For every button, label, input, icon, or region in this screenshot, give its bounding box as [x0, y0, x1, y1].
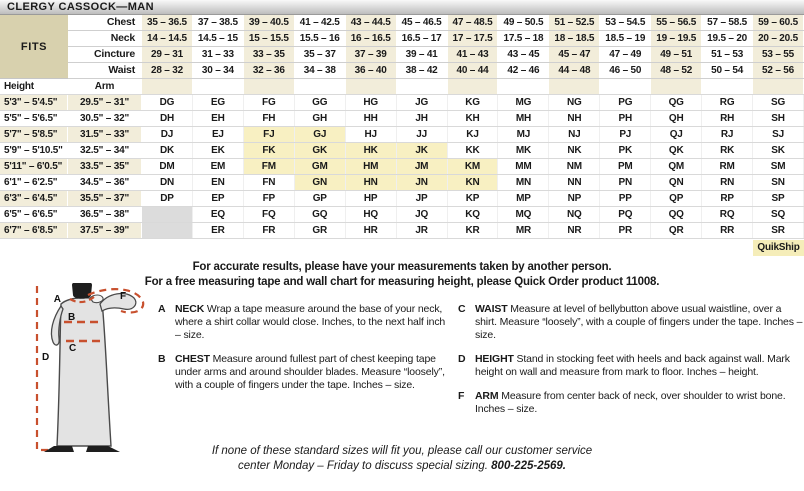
size-code-cell: NP — [549, 191, 600, 206]
instruction-term: NECK — [175, 303, 205, 315]
height-column-header: Height — [0, 79, 68, 94]
size-code-cell: EJ — [193, 127, 244, 142]
size-table — [0, 15, 804, 256]
fit-value-cell: 20 – 20.5 — [753, 31, 804, 46]
fit-row — [68, 31, 804, 47]
size-code-cell: FR — [244, 223, 295, 238]
size-code-cell: FJ — [244, 127, 295, 142]
fit-value-cell: 53 – 54.5 — [600, 15, 651, 30]
size-code-cell: RG — [702, 95, 753, 110]
size-code-cell: FK — [244, 143, 295, 158]
size-code-cell: GJ — [295, 127, 346, 142]
size-code-cell: HM — [346, 159, 397, 174]
size-code-cell: EM — [193, 159, 244, 174]
size-code-cell: PM — [600, 159, 651, 174]
figure-label-f: F — [120, 291, 127, 302]
height-range-cell: 6'5" – 6'6.5" — [0, 207, 68, 222]
size-code-cell: MJ — [498, 127, 549, 142]
arm-range-cell: 29.5" – 31" — [68, 95, 142, 110]
note-line-2: For a free measuring tape and wall chart for measuring height, please Quick Order product 11008. — [144, 276, 660, 288]
size-code-cell: HP — [346, 191, 397, 206]
fit-row-label: Cincture — [68, 47, 142, 62]
header-spacer-cell — [702, 79, 753, 94]
size-code-cell: EG — [193, 95, 244, 110]
footer-line-2: center Monday – Friday to discuss special sizing. 800-225-2569. — [238, 460, 566, 472]
arm-range-cell: 35.5" – 37" — [68, 191, 142, 206]
special-sizing-footer — [0, 444, 804, 474]
fit-value-cell: 18 – 18.5 — [549, 31, 600, 46]
table-row — [0, 175, 804, 191]
height-arm-header-row — [0, 79, 804, 95]
header-spacer-cell — [549, 79, 600, 94]
size-code-cell: JR — [397, 223, 448, 238]
header-spacer-cell — [651, 79, 702, 94]
size-code-cell: KQ — [448, 207, 499, 222]
instruction-body: Stand in stocking feet with heels and back against wall. Mark height on wall and measure from mark to floor. Inches – height. — [475, 353, 790, 378]
size-code-cell: NG — [549, 95, 600, 110]
height-range-cell: 5'3" – 5'4.5" — [0, 95, 68, 110]
cassock-raised-arm — [100, 293, 136, 311]
instruction-text — [475, 353, 804, 379]
size-code-cell: MH — [498, 111, 549, 126]
size-code-cell: DK — [142, 143, 193, 158]
figure-label-b: B — [68, 312, 76, 323]
size-code-cell: HK — [346, 143, 397, 158]
instruction-item — [458, 353, 804, 379]
arm-range-cell: 34.5" – 36" — [68, 175, 142, 190]
instruction-term: ARM — [475, 390, 499, 402]
fit-value-cell: 42 – 46 — [498, 63, 549, 78]
size-code-cell: GQ — [295, 207, 346, 222]
arm-range-cell: 33.5" – 35" — [68, 159, 142, 174]
fit-value-cell: 55 – 56.5 — [651, 15, 702, 30]
size-code-cell: GR — [295, 223, 346, 238]
fits-label: FITS — [0, 15, 68, 79]
size-code-cell: RK — [702, 143, 753, 158]
size-code-cell: KH — [448, 111, 499, 126]
instruction-item — [158, 303, 452, 342]
figure-label-c: C — [69, 343, 77, 354]
fit-value-cell: 40 – 44 — [448, 63, 499, 78]
size-code-cell: QG — [651, 95, 702, 110]
fit-value-cell: 19.5 – 20 — [702, 31, 753, 46]
size-code-cell: JH — [397, 111, 448, 126]
size-code-cell: QP — [651, 191, 702, 206]
header-spacer-cell — [448, 79, 499, 94]
header-spacer-cell — [753, 79, 804, 94]
size-code-cell: HG — [346, 95, 397, 110]
size-code-cell: JK — [397, 143, 448, 158]
size-code-cell: FH — [244, 111, 295, 126]
fit-value-cell: 57 – 58.5 — [702, 15, 753, 30]
size-code-cell: SH — [753, 111, 804, 126]
height-range-cell: 6'7" – 6'8.5" — [0, 223, 68, 238]
fit-row-label: Waist — [68, 63, 142, 78]
size-code-cell: FP — [244, 191, 295, 206]
fit-value-cell: 49 – 50.5 — [498, 15, 549, 30]
fit-value-cell: 47 – 49 — [600, 47, 651, 62]
size-code-cell: DN — [142, 175, 193, 190]
fit-value-cell: 29 – 31 — [142, 47, 193, 62]
measurement-figure — [28, 283, 164, 463]
header-spacer-cell — [600, 79, 651, 94]
fit-value-cell: 53 – 55 — [753, 47, 804, 62]
table-row — [0, 95, 804, 111]
quikship-row — [0, 240, 804, 256]
size-code-cell: QJ — [651, 127, 702, 142]
size-code-cell: NR — [549, 223, 600, 238]
fit-value-cell: 51 – 52.5 — [549, 15, 600, 30]
instruction-text — [475, 390, 804, 416]
size-code-cell: GH — [295, 111, 346, 126]
fit-row — [68, 47, 804, 63]
size-code-cell: PJ — [600, 127, 651, 142]
fit-value-cell: 47 – 48.5 — [448, 15, 499, 30]
fit-value-cell: 33 – 35 — [244, 47, 295, 62]
size-code-cell: JM — [397, 159, 448, 174]
size-code-cell: GG — [295, 95, 346, 110]
height-range-cell: 6'3" – 6'4.5" — [0, 191, 68, 206]
size-code-cell: PP — [600, 191, 651, 206]
instructions-right-column — [458, 303, 804, 427]
size-code-cell: DP — [142, 191, 193, 206]
size-code-cell: PQ — [600, 207, 651, 222]
size-code-cell: EP — [193, 191, 244, 206]
fit-value-cell: 35 – 37 — [295, 47, 346, 62]
fit-value-cell: 35 – 36.5 — [142, 15, 193, 30]
quikship-badge: QuikShip — [753, 240, 804, 256]
size-code-cell: NK — [549, 143, 600, 158]
fit-value-cell: 45 – 46.5 — [397, 15, 448, 30]
size-code-cell: QN — [651, 175, 702, 190]
size-code-cell: PK — [600, 143, 651, 158]
arm-range-cell: 32.5" – 34" — [68, 143, 142, 158]
size-code-cell: DG — [142, 95, 193, 110]
header-spacer-cell — [498, 79, 549, 94]
arm-range-cell: 37.5" – 39" — [68, 223, 142, 238]
size-code-cell: KK — [448, 143, 499, 158]
size-code-cell: NH — [549, 111, 600, 126]
size-code-cell: SP — [753, 191, 804, 206]
fit-value-cell: 39 – 41 — [397, 47, 448, 62]
size-code-cell: JQ — [397, 207, 448, 222]
size-code-cell: NN — [549, 175, 600, 190]
size-code-cell: MK — [498, 143, 549, 158]
fit-value-cell: 38 – 42 — [397, 63, 448, 78]
size-code-cell: RP — [702, 191, 753, 206]
fit-row-label: Neck — [68, 31, 142, 46]
size-code-cell: FG — [244, 95, 295, 110]
fit-row-label: Chest — [68, 15, 142, 30]
size-code-cell: DJ — [142, 127, 193, 142]
fit-value-cell: 41 – 42.5 — [295, 15, 346, 30]
fit-value-cell: 44 – 48 — [549, 63, 600, 78]
size-code-cell: JG — [397, 95, 448, 110]
header-spacer-cell — [142, 79, 193, 94]
fit-value-cell: 49 – 51 — [651, 47, 702, 62]
size-code-cell: RR — [702, 223, 753, 238]
arm-column-header: Arm — [68, 79, 142, 94]
size-code-cell: MR — [498, 223, 549, 238]
header-spacer-cell — [193, 79, 244, 94]
size-code-cell: RM — [702, 159, 753, 174]
size-code-cell: HR — [346, 223, 397, 238]
size-code-cell: QH — [651, 111, 702, 126]
size-code-cell: KP — [448, 191, 499, 206]
instruction-text — [175, 353, 452, 392]
size-code-cell: FM — [244, 159, 295, 174]
phone-number: 800-225-2569. — [491, 460, 566, 472]
size-code-cell: NQ — [549, 207, 600, 222]
size-code-cell: HH — [346, 111, 397, 126]
fit-measurement-rows — [68, 15, 804, 79]
instruction-letter: C — [458, 303, 466, 315]
fit-value-cell: 41 – 43 — [448, 47, 499, 62]
size-code-cell: SG — [753, 95, 804, 110]
instruction-body: Measure at level of bellybutton above usual waistline, over a shirt. Measure “loosely”, with a couple of fingers under the tape. Inches – size. — [475, 303, 803, 341]
instruction-letter: A — [158, 303, 166, 315]
instruction-body: Measure around fullest part of chest keeping tape under arms and around shoulder blades. Measure “loosely”, with a couple of fingers under the tape. Inches – size. — [175, 353, 445, 391]
size-code-cell: MG — [498, 95, 549, 110]
fit-value-cell: 59 – 60.5 — [753, 15, 804, 30]
fit-value-cell: 46 – 50 — [600, 63, 651, 78]
instruction-term: CHEST — [175, 353, 210, 365]
size-code-cell: FQ — [244, 207, 295, 222]
fit-value-cell: 17.5 – 18 — [498, 31, 549, 46]
size-code-cell: EH — [193, 111, 244, 126]
fit-value-cell: 15.5 – 16 — [295, 31, 346, 46]
size-code-cell: JJ — [397, 127, 448, 142]
table-row — [0, 223, 804, 239]
height-range-cell: 5'5" – 5'6.5" — [0, 111, 68, 126]
size-code-cell: RH — [702, 111, 753, 126]
size-code-cell: GP — [295, 191, 346, 206]
header-spacer-cell — [244, 79, 295, 94]
fit-value-cell: 16 – 16.5 — [346, 31, 397, 46]
fit-row — [68, 63, 804, 79]
height-range-cell: 5'11" – 6'0.5" — [0, 159, 68, 174]
fit-value-cell: 51 – 53 — [702, 47, 753, 62]
size-code-cell: GN — [295, 175, 346, 190]
header-spacer-cell — [295, 79, 346, 94]
size-code-cell: SN — [753, 175, 804, 190]
figure-label-a: A — [53, 294, 61, 305]
size-code-cell: EN — [193, 175, 244, 190]
instructions-left-column — [158, 303, 452, 403]
size-code-cell: MM — [498, 159, 549, 174]
arm-range-cell: 31.5" – 33" — [68, 127, 142, 142]
size-code-cell: PR — [600, 223, 651, 238]
instruction-item — [158, 353, 452, 392]
size-code-cell: RJ — [702, 127, 753, 142]
fit-value-cell: 45 – 47 — [549, 47, 600, 62]
size-code-cell: RQ — [702, 207, 753, 222]
fit-value-cell: 48 – 52 — [651, 63, 702, 78]
size-code-cell: JN — [397, 175, 448, 190]
size-code-cell: SJ — [753, 127, 804, 142]
instruction-letter: F — [458, 390, 465, 402]
fit-value-cell: 15 – 15.5 — [244, 31, 295, 46]
height-range-cell: 5'7" – 5'8.5" — [0, 127, 68, 142]
size-code-cell: MN — [498, 175, 549, 190]
size-code-cell: SQ — [753, 207, 804, 222]
header-spacer-cell — [346, 79, 397, 94]
size-code-cell: PN — [600, 175, 651, 190]
fit-value-cell: 19 – 19.5 — [651, 31, 702, 46]
instruction-text — [475, 303, 804, 342]
fit-value-cell: 14 – 14.5 — [142, 31, 193, 46]
size-code-cell: QM — [651, 159, 702, 174]
height-range-cell: 5'9" – 5'10.5" — [0, 143, 68, 158]
instruction-text — [175, 303, 452, 342]
height-range-cell: 6'1" – 6'2.5" — [0, 175, 68, 190]
figure-head — [72, 283, 92, 299]
size-code-cell: MP — [498, 191, 549, 206]
size-code-cell: PH — [600, 111, 651, 126]
unavailable-size-cell — [142, 207, 193, 222]
header-spacer-cell — [397, 79, 448, 94]
size-code-cell: MQ — [498, 207, 549, 222]
size-code-cell: DH — [142, 111, 193, 126]
fit-value-cell: 36 – 40 — [346, 63, 397, 78]
size-code-cell: RN — [702, 175, 753, 190]
instruction-term: WAIST — [475, 303, 508, 315]
size-code-cell: HQ — [346, 207, 397, 222]
size-code-cell: HN — [346, 175, 397, 190]
instruction-letter: B — [158, 353, 166, 365]
size-code-cell: KJ — [448, 127, 499, 142]
fit-value-cell: 30 – 34 — [193, 63, 244, 78]
size-code-cell: SM — [753, 159, 804, 174]
size-code-cell: FN — [244, 175, 295, 190]
size-code-rows — [0, 95, 804, 239]
size-code-cell: NJ — [549, 127, 600, 142]
size-code-cell: QR — [651, 223, 702, 238]
fit-value-cell: 52 – 56 — [753, 63, 804, 78]
size-code-cell: NM — [549, 159, 600, 174]
table-row — [0, 143, 804, 159]
fit-value-cell: 39 – 40.5 — [244, 15, 295, 30]
footer-line-1: If none of these standard sizes will fit you, please call our customer service — [211, 445, 593, 457]
size-code-cell: JP — [397, 191, 448, 206]
fit-value-cell: 14.5 – 15 — [193, 31, 244, 46]
size-code-cell: HJ — [346, 127, 397, 142]
fit-value-cell: 37 – 38.5 — [193, 15, 244, 30]
size-code-cell: PG — [600, 95, 651, 110]
unavailable-size-cell — [142, 223, 193, 238]
note-line-1: For accurate results, please have your measurements taken by another person. — [192, 261, 612, 273]
fit-value-cell: 37 – 39 — [346, 47, 397, 62]
instruction-body: Measure from center back of neck, over shoulder to wrist bone. Inches – size. — [475, 390, 786, 415]
size-code-cell: KR — [448, 223, 499, 238]
table-row — [0, 191, 804, 207]
fit-value-cell: 43 – 45 — [498, 47, 549, 62]
table-row — [0, 111, 804, 127]
size-code-cell: SR — [753, 223, 804, 238]
instruction-item — [458, 303, 804, 342]
size-code-cell: KM — [448, 159, 499, 174]
figure-label-d: D — [42, 352, 50, 363]
size-code-cell: GK — [295, 143, 346, 158]
size-code-cell: DM — [142, 159, 193, 174]
size-code-cell: ER — [193, 223, 244, 238]
page-title: CLERGY CASSOCK—MAN — [0, 0, 804, 15]
cassock-body — [57, 298, 111, 446]
fit-value-cell: 50 – 54 — [702, 63, 753, 78]
fit-value-cell: 28 – 32 — [142, 63, 193, 78]
instruction-term: HEIGHT — [475, 353, 514, 365]
table-row — [0, 127, 804, 143]
table-row — [0, 207, 804, 223]
instruction-body: Wrap a tape measure around the base of your neck, where a shirt collar would close. Inches, to the next half inch – size. — [175, 303, 446, 341]
size-code-cell: QK — [651, 143, 702, 158]
size-code-cell: EK — [193, 143, 244, 158]
fit-value-cell: 32 – 36 — [244, 63, 295, 78]
arm-range-cell: 36.5" – 38" — [68, 207, 142, 222]
instruction-item — [458, 390, 804, 416]
fit-value-cell: 34 – 38 — [295, 63, 346, 78]
fit-value-cell: 16.5 – 17 — [397, 31, 448, 46]
fit-value-cell: 31 – 33 — [193, 47, 244, 62]
table-row — [0, 159, 804, 175]
size-code-cell: GM — [295, 159, 346, 174]
fit-value-cell: 17 – 17.5 — [448, 31, 499, 46]
size-code-cell: KG — [448, 95, 499, 110]
instruction-letter: D — [458, 353, 466, 365]
size-code-cell: QQ — [651, 207, 702, 222]
size-code-cell: EQ — [193, 207, 244, 222]
fit-value-cell: 43 – 44.5 — [346, 15, 397, 30]
size-code-cell: KN — [448, 175, 499, 190]
arm-range-cell: 30.5" – 32" — [68, 111, 142, 126]
fit-value-cell: 18.5 – 19 — [600, 31, 651, 46]
size-code-cell: SK — [753, 143, 804, 158]
fit-row — [68, 15, 804, 31]
